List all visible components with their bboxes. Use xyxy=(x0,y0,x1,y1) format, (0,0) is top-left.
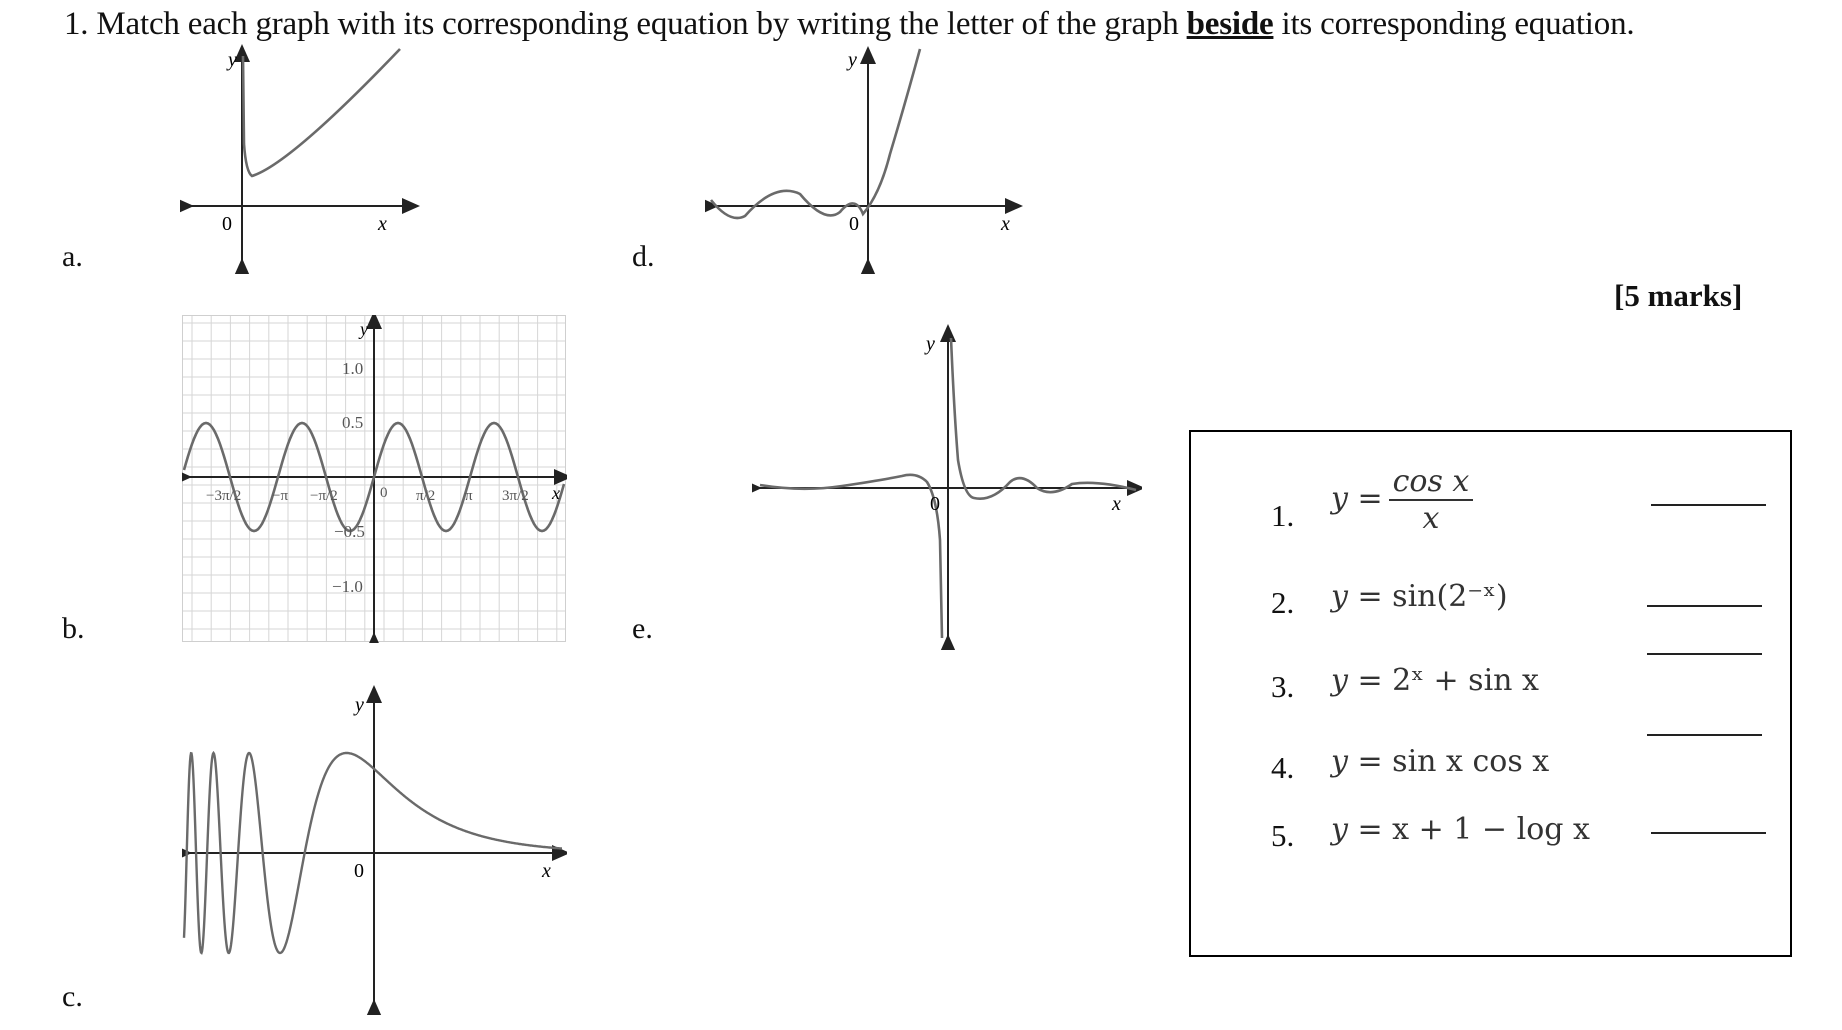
equation-rhs: sin x cos x xyxy=(1392,744,1550,779)
question-text xyxy=(64,6,1634,43)
origin-label: 0 xyxy=(849,213,859,235)
equation-number: 5. xyxy=(1271,818,1295,853)
x-label: x xyxy=(542,860,551,882)
tick-x-0: 0 xyxy=(380,485,388,501)
equation-lhs: y = xyxy=(1331,663,1383,698)
equation-row-4 xyxy=(1191,740,1790,800)
tick-y-neg0.5: −0.5 xyxy=(334,522,365,541)
equation-row-5 xyxy=(1191,808,1790,868)
curve-right xyxy=(951,338,1136,499)
question-suffix: its corresponding equation. xyxy=(1273,6,1635,42)
tick-x-pi2: π/2 xyxy=(416,488,436,504)
fraction-denominator: x xyxy=(1422,501,1440,536)
graph-a xyxy=(180,44,420,274)
tick-y-neg1: −1.0 xyxy=(332,577,363,596)
equation-expression xyxy=(1331,744,1549,779)
graph-b xyxy=(182,315,567,643)
equation-expression xyxy=(1331,579,1508,614)
equation-rhs: x + 1 − log x xyxy=(1392,812,1590,847)
tick-x-3pi2: 3π/2 xyxy=(502,488,529,504)
answer-blank-3[interactable] xyxy=(1647,653,1762,655)
equation-row-1 xyxy=(1191,452,1790,542)
y-label: y xyxy=(360,319,368,339)
tick-x-neg3pi2: −3π/2 xyxy=(206,488,242,504)
graph-c xyxy=(182,685,567,1015)
tick-y-1: 1.0 xyxy=(342,359,364,378)
equation-number: 3. xyxy=(1271,669,1295,704)
equation-lhs: y = xyxy=(1331,744,1383,779)
equation-lhs: y = xyxy=(1331,812,1383,847)
curve-left xyxy=(760,475,942,638)
answer-blank-5[interactable] xyxy=(1651,832,1766,834)
tick-x-negpi: −π xyxy=(272,488,289,504)
answer-blank-1[interactable] xyxy=(1651,504,1766,506)
tick-x-negpi2: −π/2 xyxy=(310,488,338,504)
x-label: x xyxy=(1112,493,1121,515)
y-label: y xyxy=(355,694,364,716)
equation-row-2 xyxy=(1191,575,1790,635)
y-label: y xyxy=(926,333,935,355)
equation-row-3 xyxy=(1191,659,1790,719)
graph-label-d: d. xyxy=(632,240,655,273)
equation-number: 2. xyxy=(1271,585,1295,620)
curve xyxy=(711,49,920,218)
equation-rhs: sin(2⁻ˣ) xyxy=(1392,579,1508,614)
graph-label-c: c. xyxy=(62,980,83,1013)
equation-number: 1. xyxy=(1271,498,1295,533)
y-label: y xyxy=(848,49,857,71)
tick-y-0.5: 0.5 xyxy=(342,413,364,432)
equation-expression xyxy=(1331,464,1473,536)
tick-x-pi: π xyxy=(465,488,473,504)
equation-lhs: y = xyxy=(1331,579,1383,614)
answer-blank-2[interactable] xyxy=(1647,605,1762,607)
origin-label: 0 xyxy=(354,860,364,882)
graph-label-a: a. xyxy=(62,240,83,273)
y-label: y xyxy=(228,49,237,71)
origin-label: 0 xyxy=(222,213,232,235)
x-label: x xyxy=(552,483,560,503)
equation-number: 4. xyxy=(1271,750,1295,785)
fraction-numerator: cos x xyxy=(1389,464,1474,501)
graph-e xyxy=(752,320,1142,650)
origin-label: 0 xyxy=(930,493,940,515)
x-label: x xyxy=(378,213,387,235)
equation-expression xyxy=(1331,663,1539,698)
graph-label-e: e. xyxy=(632,612,653,645)
equation-expression xyxy=(1331,812,1590,847)
equation-box xyxy=(1189,430,1792,957)
marks-label: [5 marks] xyxy=(1614,278,1743,313)
question-prefix: 1. Match each graph with its corresponding equation by writing the letter of the graph xyxy=(64,6,1187,42)
curve xyxy=(243,49,400,176)
fraction xyxy=(1389,464,1474,536)
answer-blank-4[interactable] xyxy=(1647,734,1762,736)
equation-rhs: 2ˣ + sin x xyxy=(1392,663,1539,698)
equation-lhs: y = xyxy=(1331,481,1383,516)
x-label: x xyxy=(1001,213,1010,235)
graph-label-b: b. xyxy=(62,612,85,645)
graph-d xyxy=(705,44,1025,274)
question-emphasis: beside xyxy=(1186,6,1274,42)
